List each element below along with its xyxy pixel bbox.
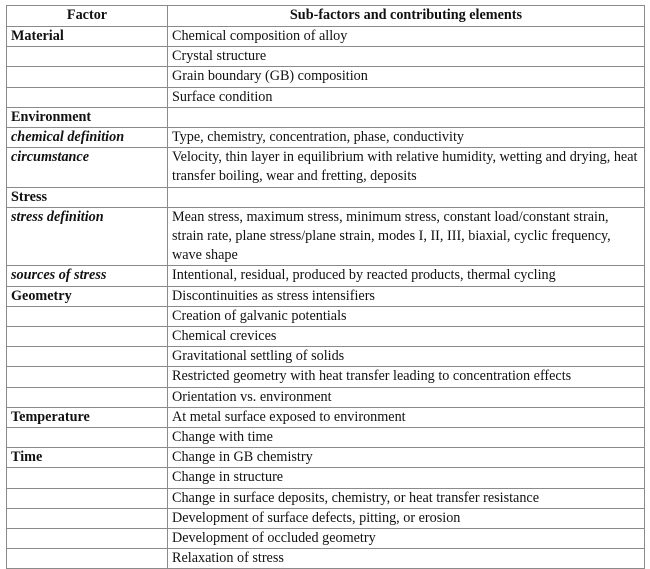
elements-cell: Intentional, residual, produced by reacted products, thermal cycling: [168, 266, 645, 286]
factor-cell: circumstance: [7, 148, 168, 187]
table-row: [7, 187, 645, 207]
table-row: [7, 107, 645, 127]
header-row: [7, 6, 645, 27]
factors-table: [6, 5, 645, 569]
factor-cell: [7, 87, 168, 107]
table-row: [7, 286, 645, 306]
factor-cell: stress definition: [7, 207, 168, 266]
factor-cell: [7, 468, 168, 488]
elements-cell: Discontinuities as stress intensifiers: [168, 286, 645, 306]
table-row: [7, 67, 645, 87]
table-row: [7, 306, 645, 326]
elements-cell: Change with time: [168, 428, 645, 448]
elements-cell: Velocity, thin layer in equilibrium with relative humidity, wetting and drying, heat transfer boiling, wear and fretting, deposits: [168, 148, 645, 187]
elements-cell: Development of surface defects, pitting, or erosion: [168, 508, 645, 528]
elements-cell: Development of occluded geometry: [168, 529, 645, 549]
table-row: [7, 87, 645, 107]
factor-cell: Time: [7, 448, 168, 468]
table-row: [7, 47, 645, 67]
table-row: [7, 448, 645, 468]
factor-cell: [7, 327, 168, 347]
header-sub-factors: Sub-factors and contributing elements: [168, 6, 645, 27]
table-header: [7, 6, 645, 27]
elements-cell: [168, 187, 645, 207]
table-row: [7, 529, 645, 549]
factor-cell: [7, 549, 168, 569]
factor-cell: Environment: [7, 107, 168, 127]
elements-cell: Change in surface deposits, chemistry, or heat transfer resistance: [168, 488, 645, 508]
table-row: [7, 148, 645, 187]
elements-cell: Surface condition: [168, 87, 645, 107]
header-factor: Factor: [7, 6, 168, 27]
table-row: [7, 367, 645, 387]
factor-cell: [7, 428, 168, 448]
factor-cell: [7, 47, 168, 67]
elements-cell: Mean stress, maximum stress, minimum stress, constant load/constant strain, strain rate, plane stress/plane strain, modes I, II, III, biaxial, cyclic frequency, wave shape: [168, 207, 645, 266]
table-row: [7, 327, 645, 347]
elements-cell: Change in structure: [168, 468, 645, 488]
elements-cell: Crystal structure: [168, 47, 645, 67]
factor-cell: Material: [7, 27, 168, 47]
factor-cell: [7, 488, 168, 508]
factor-cell: [7, 347, 168, 367]
factor-cell: [7, 387, 168, 407]
factor-cell: sources of stress: [7, 266, 168, 286]
elements-cell: Relaxation of stress: [168, 549, 645, 569]
table-row: [7, 207, 645, 266]
factor-cell: [7, 508, 168, 528]
elements-cell: Creation of galvanic potentials: [168, 306, 645, 326]
factor-cell: [7, 529, 168, 549]
table-row: [7, 407, 645, 427]
elements-cell: Change in GB chemistry: [168, 448, 645, 468]
factor-cell: [7, 306, 168, 326]
table-row: [7, 347, 645, 367]
table-row: [7, 488, 645, 508]
elements-cell: [168, 107, 645, 127]
table-row: [7, 549, 645, 569]
table-row: [7, 266, 645, 286]
table-row: [7, 128, 645, 148]
factor-cell: Temperature: [7, 407, 168, 427]
elements-cell: Type, chemistry, concentration, phase, conductivity: [168, 128, 645, 148]
elements-cell: Chemical composition of alloy: [168, 27, 645, 47]
elements-cell: Gravitational settling of solids: [168, 347, 645, 367]
elements-cell: Orientation vs. environment: [168, 387, 645, 407]
elements-cell: Chemical crevices: [168, 327, 645, 347]
factor-cell: Geometry: [7, 286, 168, 306]
table-row: [7, 468, 645, 488]
factor-cell: [7, 367, 168, 387]
elements-cell: Grain boundary (GB) composition: [168, 67, 645, 87]
table-row: [7, 27, 645, 47]
table-row: [7, 387, 645, 407]
factor-cell: chemical definition: [7, 128, 168, 148]
factor-cell: [7, 67, 168, 87]
table-body: [7, 27, 645, 569]
elements-cell: Restricted geometry with heat transfer leading to concentration effects: [168, 367, 645, 387]
factor-cell: Stress: [7, 187, 168, 207]
elements-cell: At metal surface exposed to environment: [168, 407, 645, 427]
table-row: [7, 428, 645, 448]
table-row: [7, 508, 645, 528]
